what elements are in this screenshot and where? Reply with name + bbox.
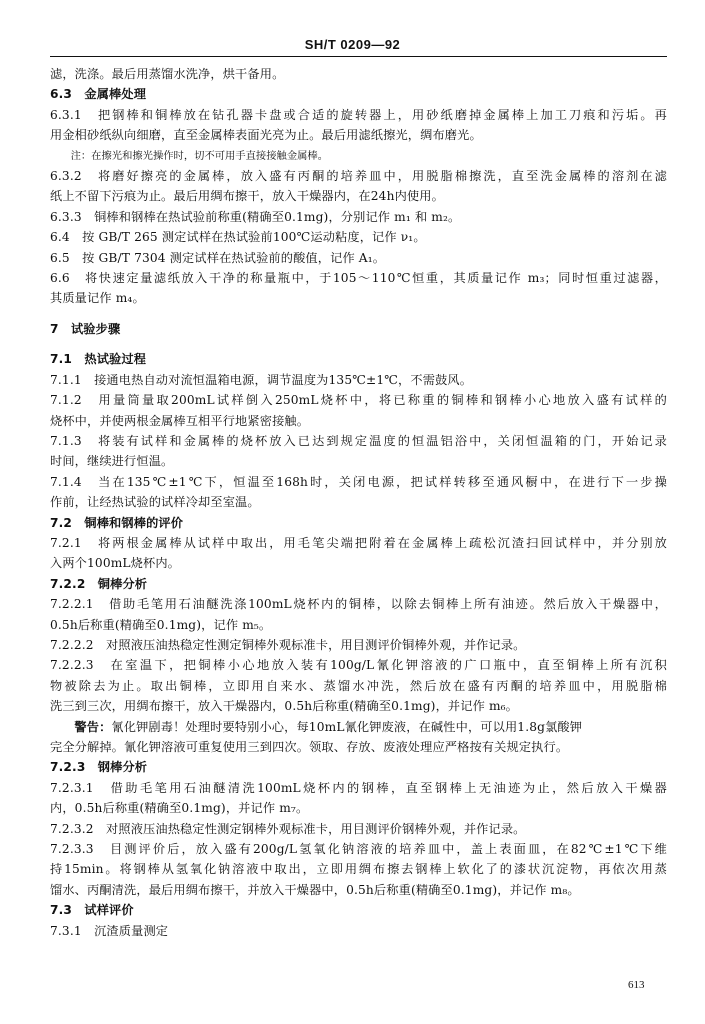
header-rule [50, 56, 667, 57]
text-line: 入两个100mL烧杯内。 [50, 556, 181, 571]
text-line: 持15min。将钢棒从氢氧化钠溶液中取出，立即用绸布擦去钢棒上软化了的漆状沉淀物，再依次用蒸 [50, 862, 667, 877]
text-line: 6.6 将快速定量滤纸放入干净的称量瓶中，于105～110℃恒重，其质量记作 m₃；同时恒重过滤器， [50, 271, 667, 286]
text-line: 馏水、丙酮清洗，最后用绸布擦干，并放入干燥器中，0.5h后称重(精确至0.1mg)，并记作 m₈。 [50, 882, 580, 897]
text-line: 7.2.2.1 借助毛笔用石油醚洗涤100mL烧杯内的铜棒，以除去铜棒上所有油迹。然后放入干燥器中， [50, 597, 667, 612]
note-line: 注：在擦光和擦光操作时，切不可用手直接接触金属棒。 [70, 149, 329, 162]
section-heading-7-2: 7.2 铜棒和钢棒的评价 [50, 515, 184, 530]
warning-text: 氰化钾剧毒！处理时要特别小心，每10mL氰化钾废液，在碱性中，可以用1.8g氯酸钾 [111, 719, 583, 734]
spacer [50, 309, 667, 319]
page-number: 613 [628, 979, 645, 991]
text-line: 作前，让经热试验的试样冷却至室温。 [50, 495, 260, 510]
warning-line [50, 717, 667, 737]
text-line: 其质量记作 m₄。 [50, 291, 145, 306]
text-line: 洗三到三次，用绸布擦干，放入干燥器内，0.5h后称重(精确至0.1mg)，并记作 m₆。 [50, 699, 519, 714]
text-line: 6.3.1 把钢棒和铜棒放在钻孔器卡盘或合适的旋转器上，用砂纸磨掉金属棒上加工刀痕和污垢。再 [50, 107, 667, 122]
text-line: 6.4 按 GB/T 265 测定试样在热试验前100℃运动粘度，记作 ν₁。 [50, 230, 426, 245]
text-line: 7.2.3.2 对照液压油热稳定性测定钢棒外观标准卡，用目测评价钢棒外观，并作记录。 [50, 821, 526, 836]
section-heading-7-3: 7.3 试样评价 [50, 903, 134, 918]
text-line: 7.2.2.2 对照液压油热稳定性测定铜棒外观标准卡，用目测评价铜棒外观，并作记录。 [50, 637, 526, 652]
text-line: 7.2.1 将两根金属棒从试样中取出，用毛笔尖端把附着在金属棒上疏松沉渣扫回试样中，并分别放 [50, 535, 667, 550]
spacer [50, 339, 667, 349]
text-line: 7.2.3.1 借助毛笔用石油醚清洗100mL烧杯内的钢棒，直至钢棒上无油迹为止，然后放入干燥器 [50, 780, 667, 795]
text-line: 7.1.3 将装有试样和金属棒的烧杯放入已达到规定温度的恒温铝浴中，关闭恒温箱的门，开始记录 [50, 433, 667, 448]
text-line: 7.1.1 接通电热自动对流恒温箱电源，调节温度为135℃±1℃，不需鼓风。 [50, 372, 473, 387]
text-line: 内，0.5h后称重(精确至0.1mg)，并记作 m₇。 [50, 801, 309, 816]
text-line: 纸上不留下污痕为止。最后用绸布擦干，放入干燥器内，在24h内使用。 [50, 189, 444, 204]
text-line: 物被除去为止。取出铜棒，立即用自来水、蒸馏水冲洗，然后放在盛有丙酮的培养皿中，用脱脂棉 [50, 678, 667, 693]
text-line: 7.3.1 沉渣质量测定 [50, 923, 169, 938]
text-line: 7.2.3.3 目测评价后，放入盛有200g/L氢氧化钠溶液的培养皿中，盖上表面皿，在82℃±1℃下维 [50, 842, 667, 857]
section-heading-7-1: 7.1 热试验过程 [50, 352, 147, 367]
section-heading-7: 7 试验步骤 [50, 321, 121, 336]
text-line: 用金相砂纸纵向细磨，直至金属棒表面光亮为止。最后用滤纸擦光，绸布磨光。 [50, 128, 482, 143]
text-line: 烧杯中，并使两根金属棒互相平行地紧密接触。 [50, 413, 310, 428]
text-line: 时间，继续进行恒温。 [50, 454, 174, 469]
standard-code-header: SH/T 0209—92 [304, 37, 401, 52]
text-line: 6.5 按 GB/T 7304 测定试样在热试验前的酸值，记作 A₁。 [50, 250, 386, 265]
text-line: 完全分解掉。氰化钾溶液可重复使用三到四次。领取、存放、废液处理应严格按有关规定执行。 [50, 740, 569, 754]
text-line: 7.1.2 用量筒量取200mL试样倒入250mL烧杯中，将已称重的铜棒和钢棒小心地放入盛有试样的 [50, 393, 667, 408]
warning-label: 警告： [74, 719, 112, 734]
text-line: 滤，洗涤。最后用蒸馏水洗净，烘干备用。 [50, 67, 285, 81]
section-heading-7-2-3: 7.2.3 钢棒分析 [50, 760, 148, 775]
text-line: 0.5h后称重(精确至0.1mg)，记作 m₅。 [50, 617, 272, 632]
text-line: 6.3.2 将磨好擦亮的金属棒，放入盛有丙酮的培养皿中，用脱脂棉擦洗，直至洗金属棒的溶剂在滤 [50, 169, 667, 184]
section-heading-6-3: 6.3 金属棒处理 [50, 87, 147, 102]
text-line: 6.3.3 铜棒和钢棒在热试验前称重(精确至0.1mg)，分别记作 m₁ 和 m₂。 [50, 209, 461, 224]
document-body [50, 64, 667, 941]
section-heading-7-2-2: 7.2.2 铜棒分析 [50, 576, 148, 591]
text-line: 7.1.4 当在135℃±1℃下，恒温至168h时，关闭电源，把试样转移至通风橱中，在进行下一步操 [50, 474, 667, 489]
text-line: 7.2.2.3 在室温下，把铜棒小心地放入装有100g/L氰化钾溶液的广口瓶中，直至铜棒上所有沉积 [50, 658, 667, 673]
